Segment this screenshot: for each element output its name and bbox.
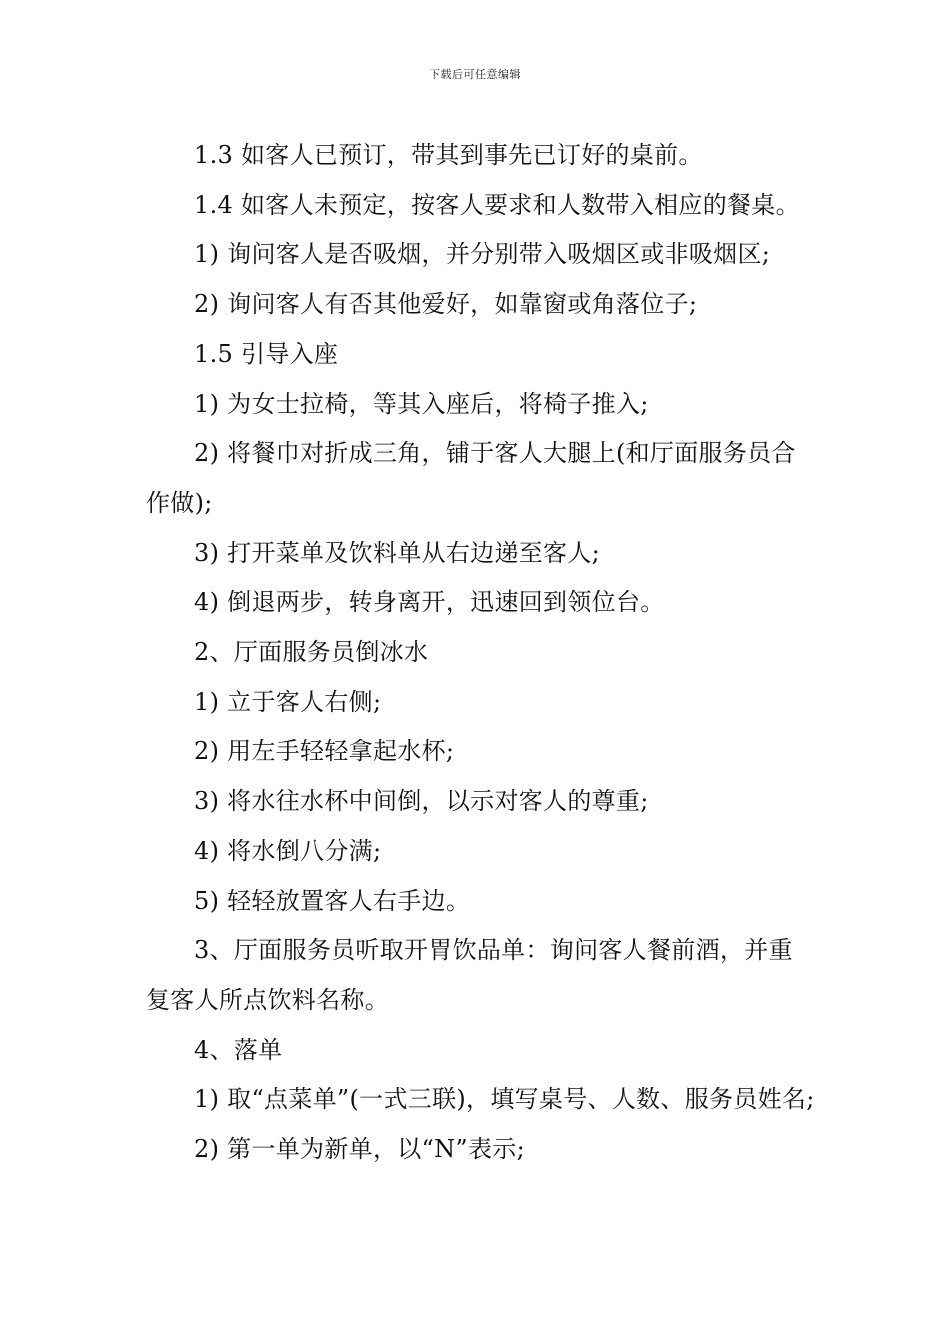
paragraph: 3、厅面服务员听取开胃饮品单：询问客人餐前酒，并重复客人所点饮料名称。 <box>146 936 793 1014</box>
paragraph: 2) 第一单为新单，以“N”表示; <box>194 1135 525 1164</box>
paragraph: 1) 询问客人是否吸烟，并分别带入吸烟区或非吸烟区; <box>194 240 771 269</box>
paragraph: 3) 将水往水杯中间倒，以示对客人的尊重; <box>194 787 649 816</box>
paragraph: 1) 为女士拉椅，等其入座后，将椅子推入; <box>194 389 649 418</box>
paragraph: 1.5 引导入座 <box>194 339 339 368</box>
paragraph: 2) 询问客人有否其他爱好，如靠窗或角落位子; <box>194 290 698 319</box>
paragraph: 2、厅面服务员倒冰水 <box>194 638 429 667</box>
document-body <box>146 131 816 1175</box>
paragraph: 5) 轻轻放置客人右手边。 <box>194 886 471 915</box>
paragraph: 1.4 如客人未预定，按客人要求和人数带入相应的餐桌。 <box>194 190 800 219</box>
paragraph: 1) 取“点菜单”(一式三联)，填写桌号、人数、服务员姓名; <box>194 1085 815 1114</box>
paragraph: 4、落单 <box>194 1035 283 1064</box>
paragraph: 1.3 如客人已预订，带其到事先已订好的桌前。 <box>194 141 703 169</box>
paragraph: 4) 倒退两步，转身离开，迅速回到领位台。 <box>194 588 665 617</box>
paragraph: 1) 立于客人右侧; <box>194 687 382 716</box>
paragraph: 4) 将水倒八分满; <box>194 836 382 865</box>
header-note: 下载后可任意编辑 <box>429 68 521 81</box>
paragraph: 2) 将餐巾对折成三角，铺于客人大腿上(和厅面服务员合作做); <box>146 439 796 517</box>
paragraph: 2) 用左手轻轻拿起水杯; <box>194 737 455 766</box>
paragraph: 3) 打开菜单及饮料单从右边递至客人; <box>194 538 601 567</box>
